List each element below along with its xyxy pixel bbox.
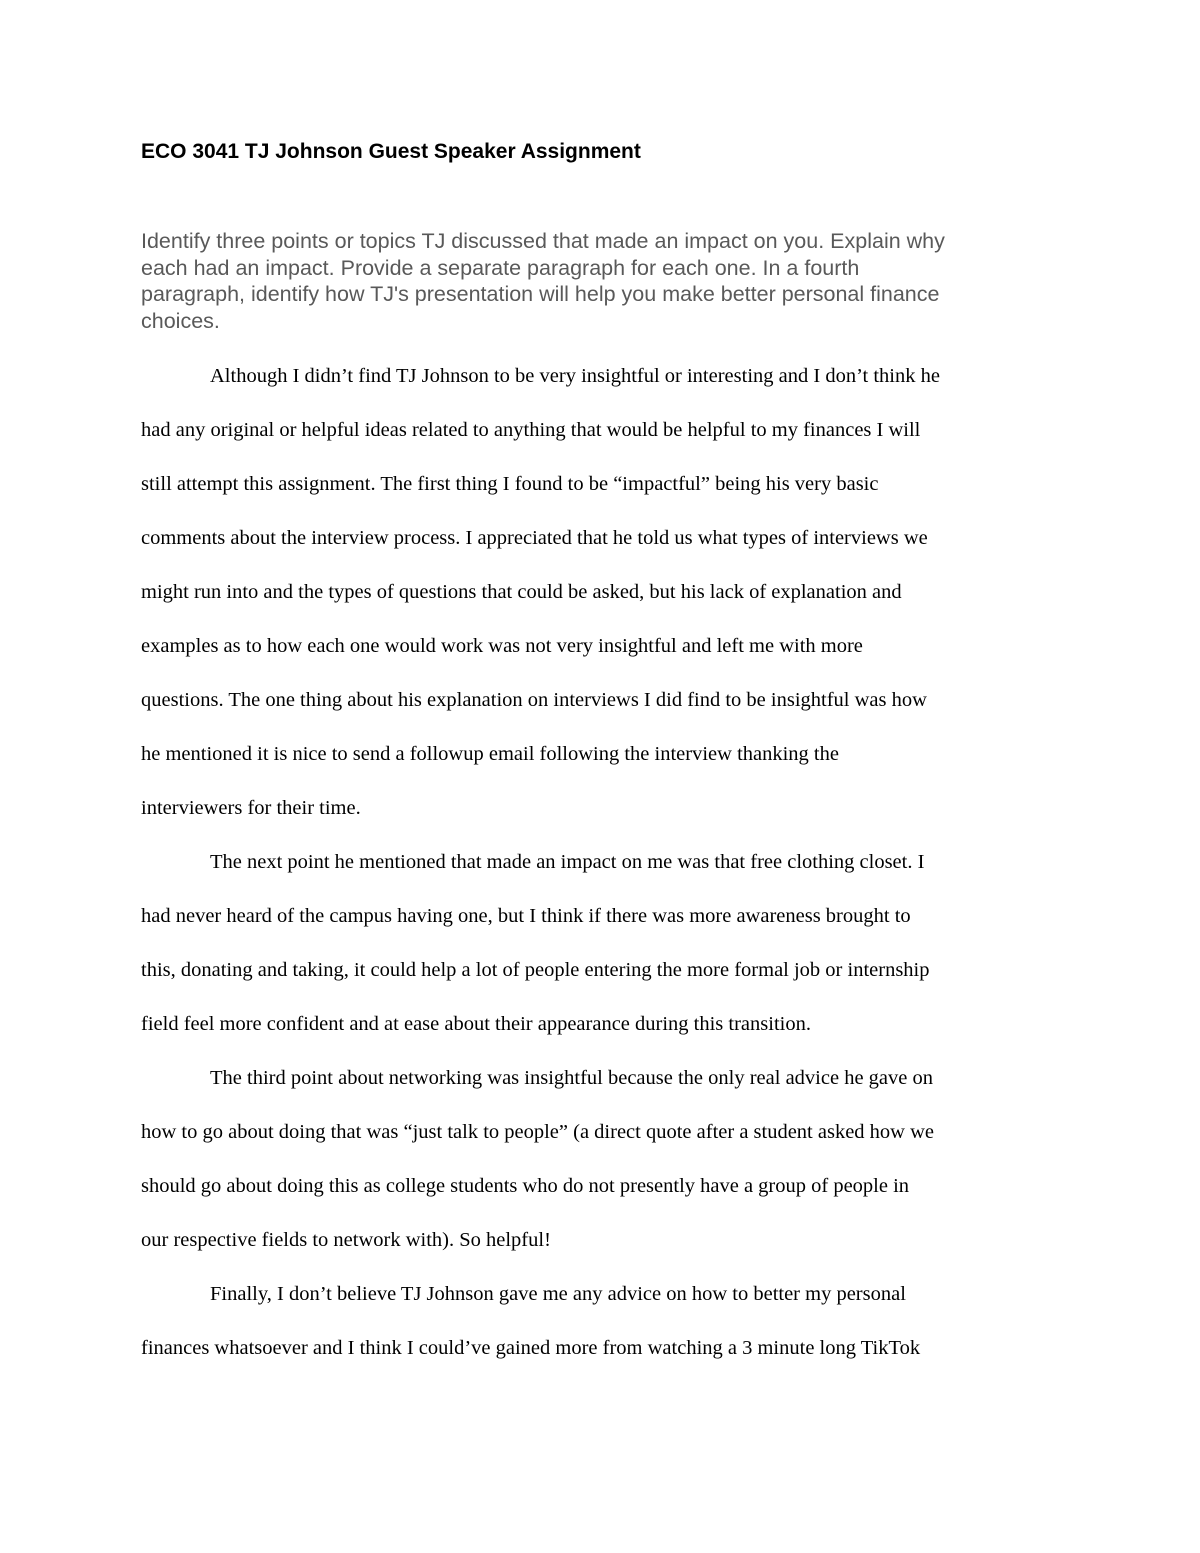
essay-body [141,356,1071,1382]
paragraph-1-line: questions. The one thing about his explanation on interviews I did find to be insightful was how [141,689,927,711]
paragraph-1-line: had any original or helpful ideas related to anything that would be helpful to my finances I will [141,419,921,441]
paragraph-3-line: how to go about doing that was “just talk to people” (a direct quote after a student asked how we [141,1121,935,1143]
paragraph-2-line: The next point he mentioned that made an impact on me was that free clothing closet. I [210,851,925,873]
paragraph-2-line: had never heard of the campus having one, but I think if there was more awareness brought to [141,905,911,927]
prompt-line: each had an impact. Provide a separate paragraph for each one. In a fourth [141,255,860,280]
paragraph-1-line: interviewers for their time. [141,797,361,819]
paragraph-1-line: might run into and the types of questions that could be asked, but his lack of explanation and [141,581,902,603]
paragraph-2-line: this, donating and taking, it could help a lot of people entering the more formal job or internship [141,959,930,981]
prompt-line: Identify three points or topics TJ discussed that made an impact on you. Explain why [141,229,945,253]
prompt-line: paragraph, identify how TJ's presentation will help you make better personal finance [141,282,940,306]
prompt-line: choices. [141,308,220,333]
paragraph-3-line: The third point about networking was insightful because the only real advice he gave on [210,1067,933,1089]
paragraph-1-line: examples as to how each one would work was not very insightful and left me with more [141,635,863,657]
paragraph-1-line: he mentioned it is nice to send a followup email following the interview thanking the [141,743,839,765]
paragraph-4-line: Finally, I don’t believe TJ Johnson gave me any advice on how to better my personal [210,1283,906,1305]
paragraph-1-line: Although I didn’t find TJ Johnson to be very insightful or interesting and I don’t think he [210,365,940,387]
paragraph-1-line: comments about the interview process. I appreciated that he told us what types of interviews we [141,527,928,549]
paragraph-1-line: still attempt this assignment. The first thing I found to be “impactful” being his very basic [141,473,879,495]
paragraph-2-line: field feel more confident and at ease about their appearance during this transition. [141,1013,811,1035]
paragraph-3-line: should go about doing this as college students who do not presently have a group of people in [141,1175,910,1197]
paragraph-3-line: our respective fields to network with). So helpful! [141,1229,551,1251]
document-title: ECO 3041 TJ Johnson Guest Speaker Assignment [141,140,641,163]
assignment-prompt [141,228,1061,334]
paragraph-4-line: finances whatsoever and I think I could’ve gained more from watching a 3 minute long TikTok [141,1337,921,1359]
